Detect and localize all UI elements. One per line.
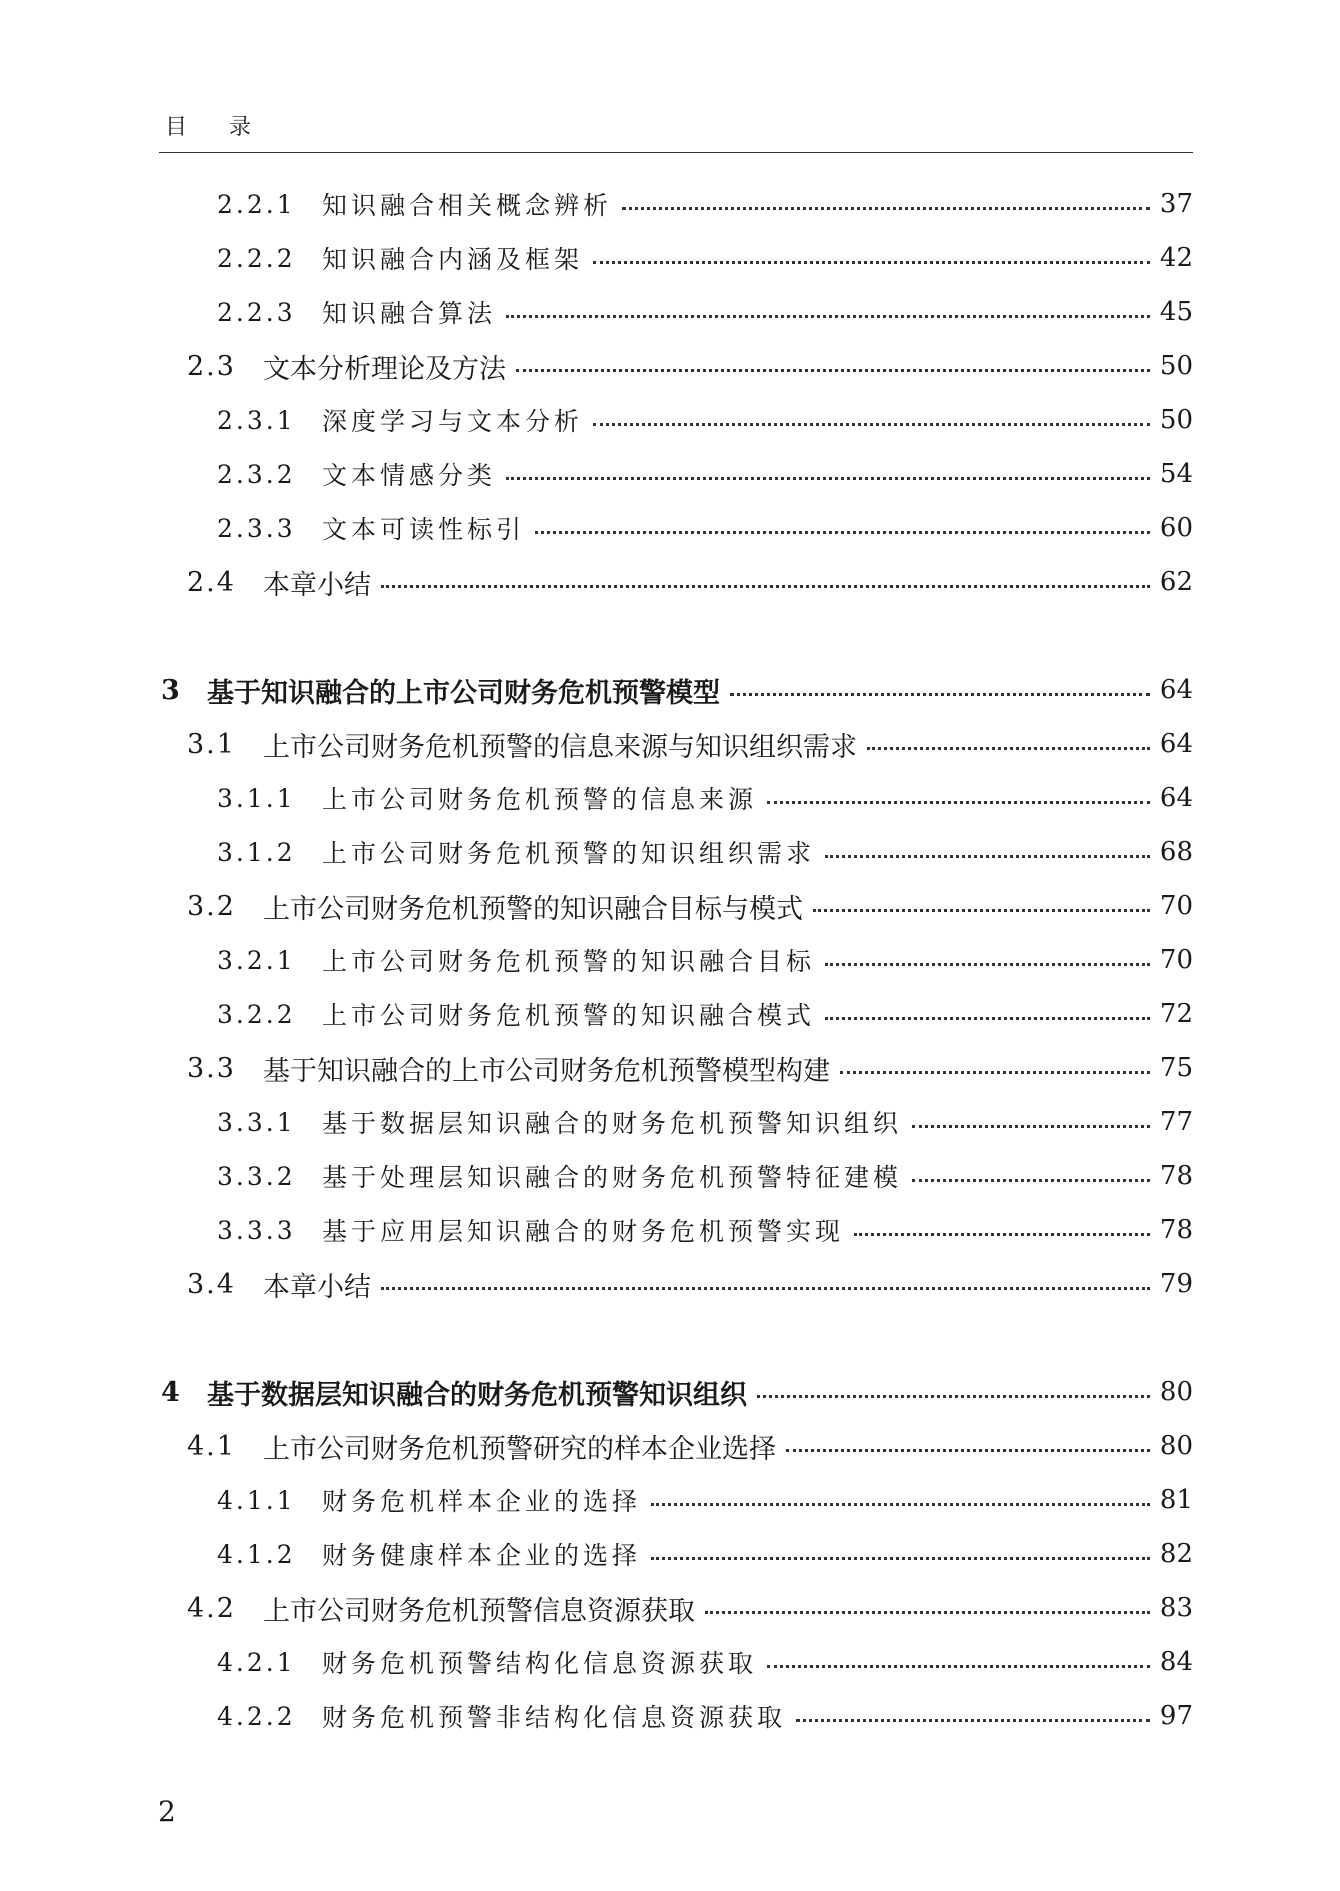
toc-entry[interactable]: [159, 1696, 1193, 1736]
toc-entry[interactable]: [159, 238, 1193, 278]
toc-entry-title: 上市公司财务危机预警信息资源获取: [263, 1595, 695, 1627]
toc-entry-title: 文本分析理论及方法: [263, 353, 506, 385]
toc-entry-title: 文本情感分类: [322, 461, 497, 490]
toc-entry[interactable]: [159, 346, 1193, 386]
dot-leader: [381, 1287, 1150, 1290]
dot-leader: [506, 315, 1150, 318]
toc-entry-page: 70: [1159, 891, 1193, 921]
toc-entry-title: 财务危机预警非结构化信息资源获取: [322, 1703, 787, 1732]
toc-entry-number: 3.1.1: [217, 783, 296, 813]
dot-leader: [593, 261, 1150, 264]
toc-entry-page: 80: [1159, 1377, 1193, 1407]
dot-leader: [705, 1611, 1150, 1614]
toc-entry-page: 64: [1159, 729, 1193, 759]
toc-entry-page: 50: [1159, 405, 1193, 435]
toc-entry-number: 4: [161, 1376, 180, 1408]
toc-entry-page: 45: [1159, 297, 1193, 327]
toc-entry-page: 50: [1159, 351, 1193, 381]
dot-leader: [912, 1125, 1150, 1128]
dot-leader: [730, 693, 1150, 696]
toc-entry-title: 上市公司财务危机预警的信息来源: [322, 785, 758, 814]
toc-entry[interactable]: [159, 1426, 1193, 1466]
dot-leader: [825, 855, 1150, 858]
toc-entry-number: 3.2: [187, 890, 236, 922]
dot-leader: [854, 1233, 1150, 1236]
toc-entry[interactable]: [159, 1642, 1193, 1682]
toc-entry-title: 财务危机预警结构化信息资源获取: [322, 1649, 758, 1678]
dot-leader: [825, 1017, 1150, 1020]
toc-entry-number: 4.2.1: [217, 1647, 296, 1677]
toc-entry-number: 2.3: [187, 350, 236, 382]
toc-entry-title: 知识融合相关概念辨析: [322, 191, 613, 220]
toc-entry-page: 78: [1159, 1161, 1193, 1191]
toc-entry-page: 81: [1159, 1485, 1193, 1515]
toc-entry-title: 知识融合内涵及框架: [322, 245, 584, 274]
toc-entry[interactable]: [159, 1048, 1193, 1088]
toc-entry-page: 70: [1159, 945, 1193, 975]
toc-entry-page: 77: [1159, 1107, 1193, 1137]
dot-leader: [796, 1719, 1150, 1722]
dot-leader: [786, 1449, 1150, 1452]
toc-entry[interactable]: [159, 994, 1193, 1034]
toc-entry-title: 基于应用层知识融合的财务危机预警实现: [322, 1217, 845, 1246]
toc-entry-number: 2.3.3: [217, 513, 296, 543]
toc-entry[interactable]: [159, 1480, 1193, 1520]
toc-entry-page: 83: [1159, 1593, 1193, 1623]
toc-entry[interactable]: [159, 1534, 1193, 1574]
toc-entry-title: 基于数据层知识融合的财务危机预警知识组织: [207, 1379, 747, 1411]
dot-leader: [651, 1557, 1150, 1560]
toc-entry[interactable]: [159, 1264, 1193, 1304]
toc-entry[interactable]: [159, 670, 1193, 710]
toc-entry-title: 深度学习与文本分析: [322, 407, 584, 436]
toc-entry-title: 上市公司财务危机预警的信息来源与知识组织需求: [263, 731, 857, 763]
toc-entry-number: 3.2.1: [217, 945, 296, 975]
toc-entry-title: 基于知识融合的上市公司财务危机预警模型: [207, 677, 720, 709]
toc-entry-page: 78: [1159, 1215, 1193, 1245]
toc-entry-number: 2.4: [187, 566, 236, 598]
dot-leader: [767, 1665, 1150, 1668]
toc-entry-page: 42: [1159, 243, 1193, 273]
toc-entry[interactable]: [159, 562, 1193, 602]
toc-entry-page: 60: [1159, 513, 1193, 543]
dot-leader: [813, 909, 1150, 912]
toc-entry-number: 4.1.2: [217, 1539, 296, 1569]
toc-entry[interactable]: [159, 778, 1193, 818]
toc-entry-number: 3: [161, 674, 180, 706]
toc-entry-number: 2.3.2: [217, 459, 296, 489]
toc-entry-title: 上市公司财务危机预警研究的样本企业选择: [263, 1433, 776, 1465]
toc-entry-title: 本章小结: [263, 1271, 371, 1303]
toc-entry-number: 3.3.2: [217, 1161, 296, 1191]
running-header: [159, 108, 1193, 153]
toc-entry-page: 54: [1159, 459, 1193, 489]
toc-entry-page: 97: [1159, 1701, 1193, 1731]
toc-entry[interactable]: [159, 184, 1193, 224]
toc-entry-title: 文本可读性标引: [322, 515, 526, 544]
dot-leader: [381, 585, 1150, 588]
toc-entry-number: 2.2.1: [217, 189, 296, 219]
toc-entry[interactable]: [159, 1102, 1193, 1142]
toc-entry[interactable]: [159, 832, 1193, 872]
toc-entry-number: 4.1: [187, 1430, 236, 1462]
toc-entry-title: 上市公司财务危机预警的知识融合目标与模式: [263, 893, 803, 925]
toc-entry-title: 基于处理层知识融合的财务危机预警特征建模: [322, 1163, 903, 1192]
toc-entry-title: 基于知识融合的上市公司财务危机预警模型构建: [263, 1055, 830, 1087]
toc-entry-page: 72: [1159, 999, 1193, 1029]
toc-entry-number: 3.3.3: [217, 1215, 296, 1245]
toc-entry-number: 2.3.1: [217, 405, 296, 435]
toc-entry[interactable]: [159, 400, 1193, 440]
toc-entry-title: 基于数据层知识融合的财务危机预警知识组织: [322, 1109, 903, 1138]
toc-entry-title: 上市公司财务危机预警的知识组织需求: [322, 839, 816, 868]
dot-leader: [516, 369, 1150, 372]
toc-entry-number: 3.3.1: [217, 1107, 296, 1137]
toc-entry-number: 4.2: [187, 1592, 236, 1624]
toc-entry-page: 84: [1159, 1647, 1193, 1677]
dot-leader: [825, 963, 1150, 966]
toc-entry-page: 64: [1159, 675, 1193, 705]
toc-entry-title: 本章小结: [263, 569, 371, 601]
toc-entry-title: 上市公司财务危机预警的知识融合模式: [322, 1001, 816, 1030]
toc-entry-number: 4.2.2: [217, 1701, 296, 1731]
toc-entry-page: 80: [1159, 1431, 1193, 1461]
toc-entry-number: 3.1.2: [217, 837, 296, 867]
toc-entry[interactable]: [159, 292, 1193, 332]
dot-leader: [757, 1395, 1150, 1398]
dot-leader: [506, 477, 1150, 480]
toc-entry-number: 3.2.2: [217, 999, 296, 1029]
toc-entry-page: 82: [1159, 1539, 1193, 1569]
toc-entry-number: 2.2.2: [217, 243, 296, 273]
toc-entry-page: 75: [1159, 1053, 1193, 1083]
toc-entry-page: 62: [1159, 567, 1193, 597]
toc-entry-page: 37: [1159, 189, 1193, 219]
toc-entry-number: 2.2.3: [217, 297, 296, 327]
toc-entry-page: 79: [1159, 1269, 1193, 1299]
toc-entry-title: 上市公司财务危机预警的知识融合目标: [322, 947, 816, 976]
dot-leader: [593, 423, 1150, 426]
toc-entry-number: 3.3: [187, 1052, 236, 1084]
toc-entry-page: 64: [1159, 783, 1193, 813]
toc-entry[interactable]: [159, 508, 1193, 548]
dot-leader: [912, 1179, 1150, 1182]
toc-entry-title: 知识融合算法: [322, 299, 497, 328]
toc-entry[interactable]: [159, 886, 1193, 926]
dot-leader: [651, 1503, 1150, 1506]
toc-entry-title: 财务危机样本企业的选择: [322, 1487, 642, 1516]
dot-leader: [767, 801, 1150, 804]
toc-entry-number: 4.1.1: [217, 1485, 296, 1515]
toc-entry[interactable]: [159, 1372, 1193, 1412]
dot-leader: [622, 207, 1150, 210]
page-number: 2: [158, 1795, 176, 1828]
toc-entry[interactable]: [159, 454, 1193, 494]
toc-entry[interactable]: [159, 724, 1193, 764]
header-title: 目录: [165, 115, 294, 140]
toc-entry[interactable]: [159, 940, 1193, 980]
dot-leader: [867, 747, 1150, 750]
toc-entry-page: 68: [1159, 837, 1193, 867]
toc-entry[interactable]: [159, 1588, 1193, 1628]
dot-leader: [535, 531, 1150, 534]
toc-entry[interactable]: [159, 1156, 1193, 1196]
toc-entry[interactable]: [159, 1210, 1193, 1250]
toc-entry-title: 财务健康样本企业的选择: [322, 1541, 642, 1570]
dot-leader: [840, 1071, 1150, 1074]
toc-entry-number: 3.1: [187, 728, 236, 760]
toc-entry-number: 3.4: [187, 1268, 236, 1300]
